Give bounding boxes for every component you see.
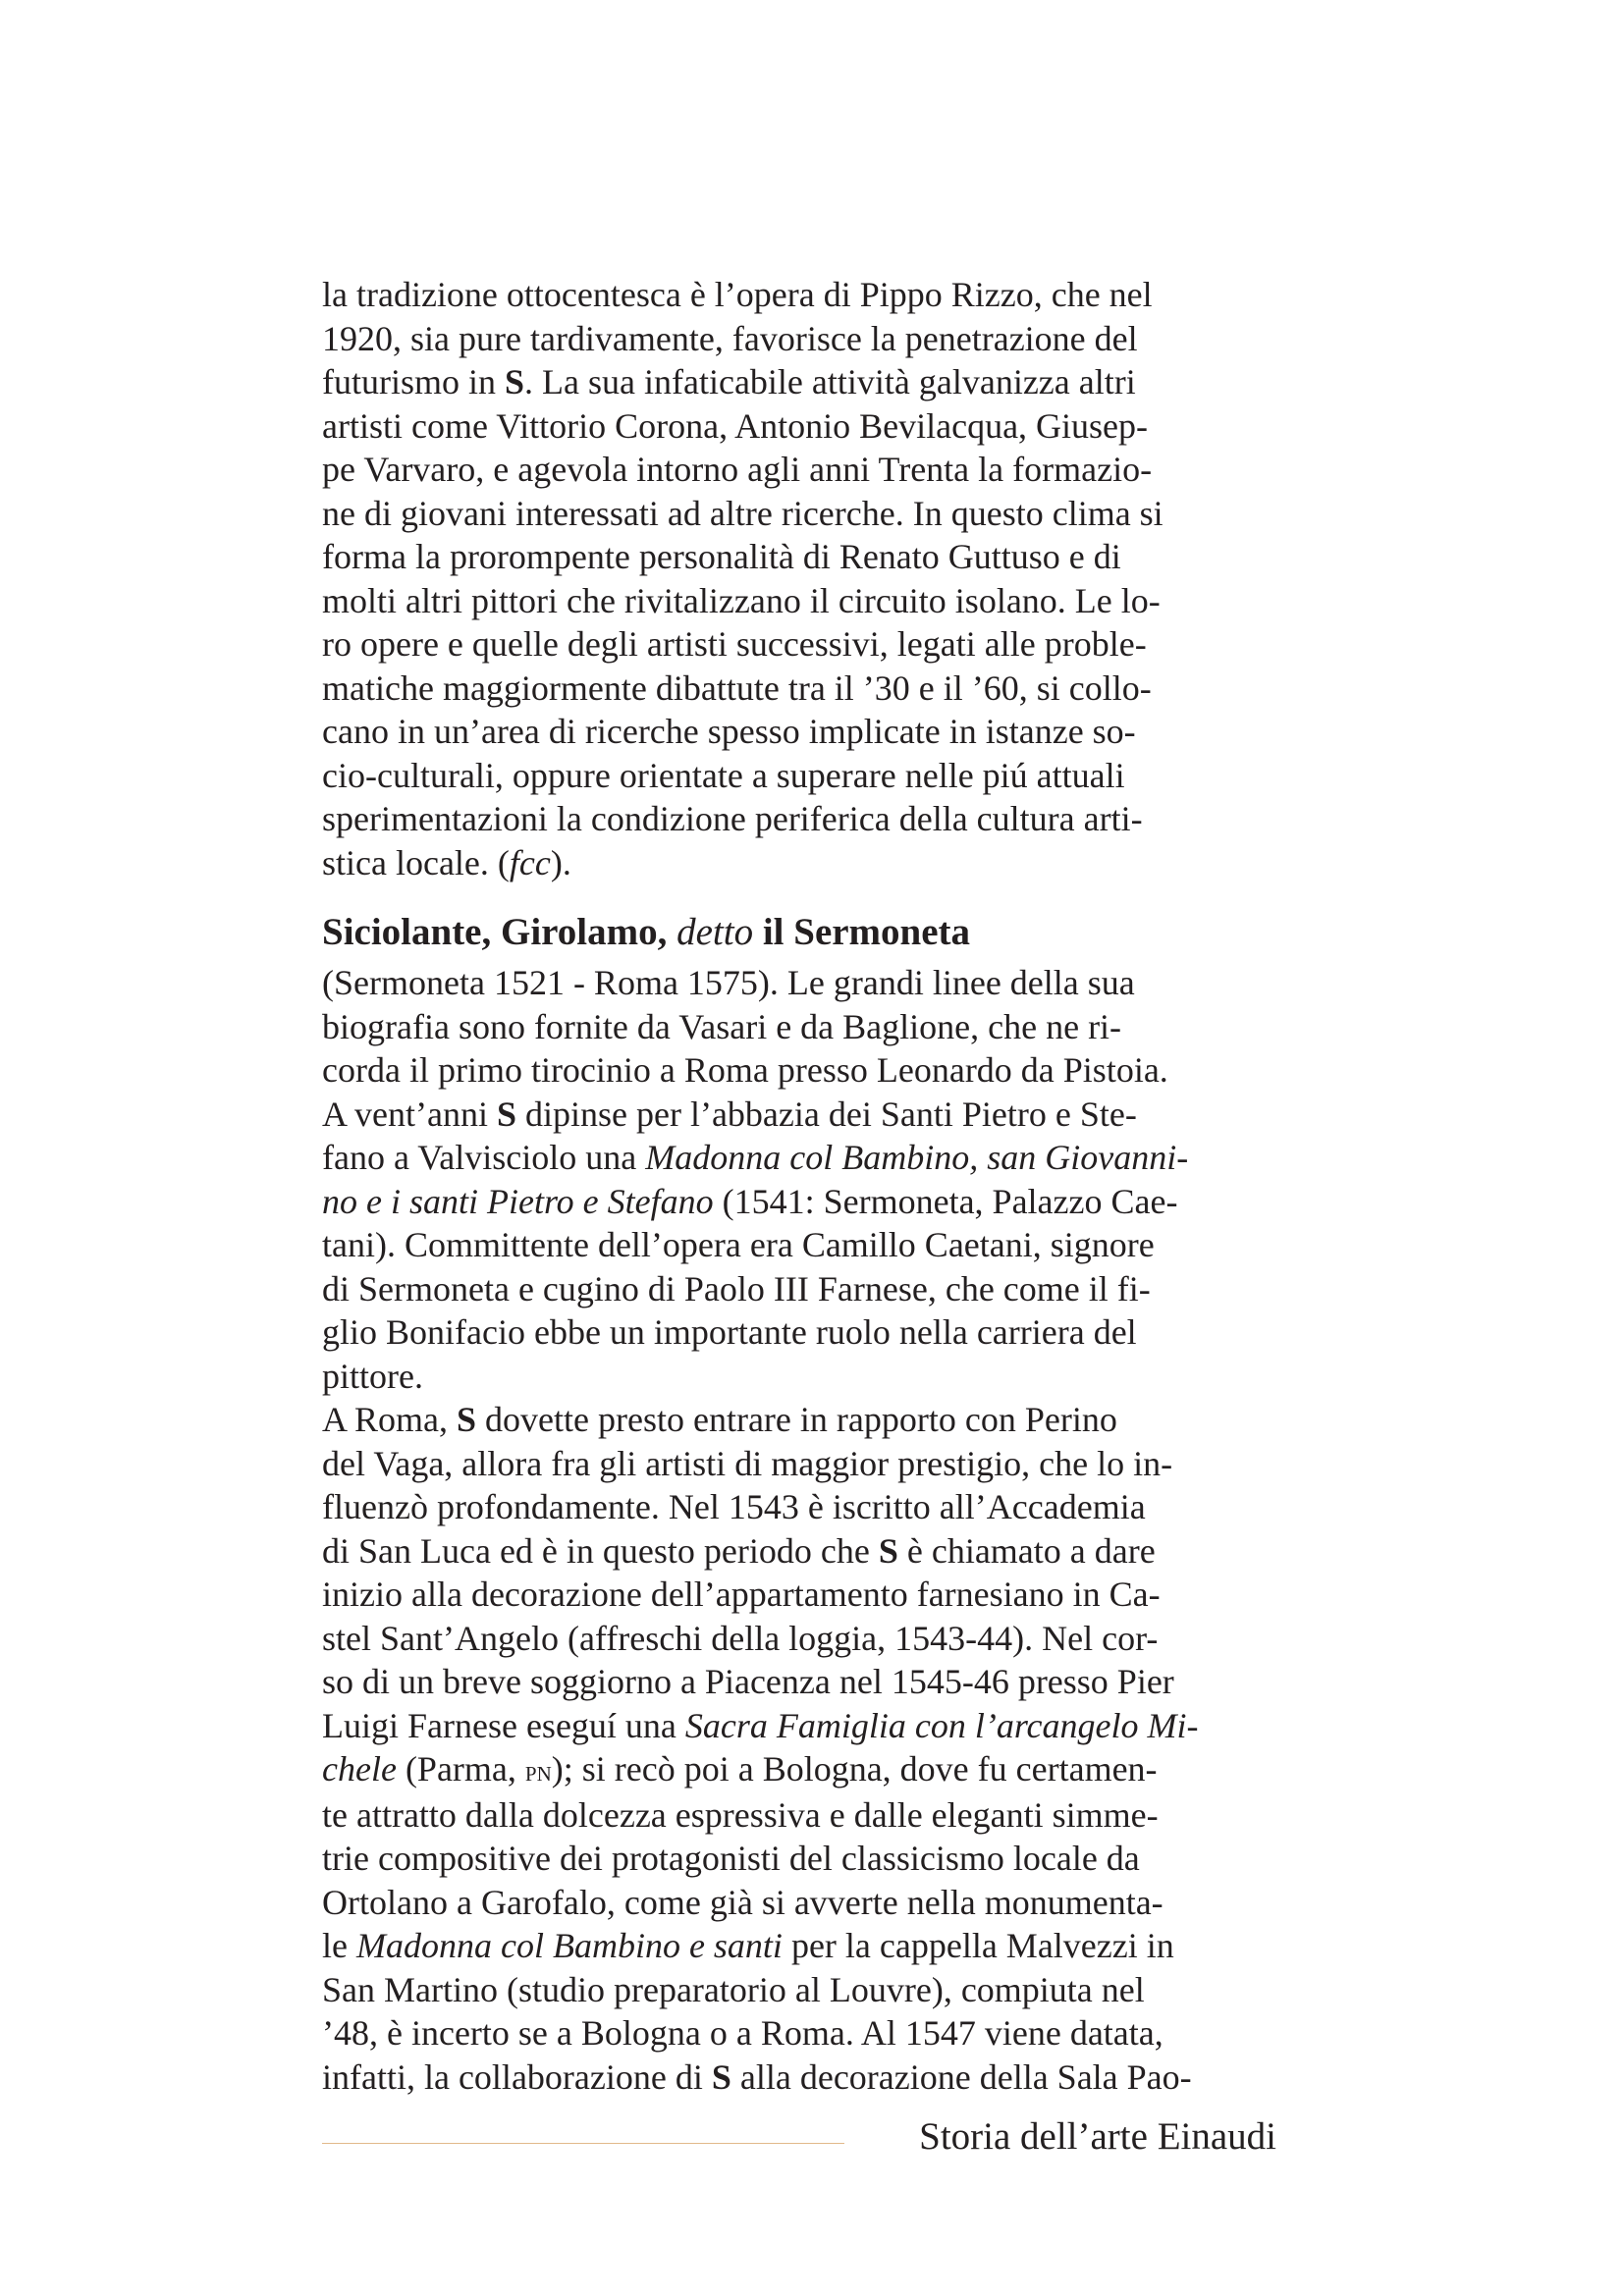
artwork-title: Madonna col Bambino, san Giovanni- [645,1138,1189,1177]
text-line: biografia sono fornite da Vasari e da Baglione, che ne ri- [322,1006,1122,1046]
artwork-title: no e i santi Pietro e Stefano [322,1181,714,1221]
text-line: pe Varvaro, e agevola intorno agli anni Trenta la formazio- [322,450,1153,489]
artwork-title: Madonna col Bambino e santi [355,1926,783,1965]
text-line: te attratto dalla dolcezza espressiva e dalle eleganti simme- [322,1794,1159,1835]
text-line: molti altri pittori che rivitalizzano il circuito isolano. Le lo- [322,580,1161,620]
text-line: . La sua infaticabile attività galvanizza altri [524,362,1136,401]
text-line: le [322,1926,356,1965]
entry-paragraph-1 [322,961,1276,1398]
artist-abbrev: S [496,1094,516,1134]
text-line: (Sermoneta 1521 - Roma 1575). Le grandi linee della sua [322,963,1135,1002]
text-line: matiche maggiormente dibattute tra il ’30 e il ’60, si collo- [322,667,1152,708]
text-line: ). [550,842,571,882]
text-line: (1541: Sermoneta, Palazzo Cae- [713,1181,1178,1221]
entry-heading-italic: detto [676,911,754,953]
artwork-title: chele [322,1749,397,1789]
artist-abbrev: S [711,2056,731,2097]
text-line: sperimentazioni la condizione periferica della cultura arti- [322,799,1143,838]
text-line: dovette presto entrare in rapporto con Perino [476,1400,1117,1439]
text-line: stel Sant’Angelo (affreschi della loggia, 1543-44). Nel cor- [322,1618,1159,1658]
text-line: corda il primo tirocinio a Roma presso Leonardo da Pistoia. [322,1050,1168,1090]
entry-heading [322,908,1276,957]
text-line: Luigi Farnese eseguí una [322,1705,685,1745]
entry-heading-rest: il Sermoneta [753,911,971,953]
text-line: fluenzò profondamente. Nel 1543 è iscritto all’Accademia [322,1487,1146,1526]
page-body [322,273,1276,2099]
text-line: ); si recò poi a Bologna, dove fu certamen- [551,1749,1158,1789]
text-line: ne di giovani interessati ad altre ricerche. In questo clima si [322,493,1163,533]
text-line: la tradizione ottocentesca è l’opera di Pippo Rizzo, che nel [322,275,1153,314]
text-line: infatti, la collaborazione di [322,2056,712,2097]
text-line: so di un breve soggiorno a Piacenza nel 1545-46 presso Pier [322,1662,1174,1701]
text-line: è chiamato a dare [897,1530,1156,1571]
artist-abbrev: S [457,1400,477,1439]
artist-abbrev: S [878,1530,898,1571]
location-abbrev: pn [524,1754,552,1788]
text-line: San Martino (studio preparatorio al Louvre), compiuta nel [322,1969,1145,2009]
text-line: per la cappella Malvezzi in [782,1926,1174,1965]
text-line: fano a Valvisciolo una [322,1138,646,1177]
text-line: glio Bonifacio ebbe un importante ruolo nella carriera del [322,1312,1137,1352]
artist-abbrev: S [505,362,525,401]
entry-paragraph-2 [322,1398,1276,2099]
text-line: artisti come Vittorio Corona, Antonio Bevilacqua, Giusep- [322,405,1149,446]
text-line: alla decorazione della Sala Pao- [730,2056,1192,2097]
text-line: ro opere e quelle degli artisti successivi, legati alle proble- [322,624,1147,664]
text-line: tani). Committente dell’opera era Camillo Caetani, signore [322,1225,1155,1264]
text-line: di Sermoneta e cugino di Paolo III Farnese, che come il fi- [322,1268,1151,1308]
text-line: A Roma, [322,1400,458,1439]
text-line: dipinse per l’abbazia dei Santi Pietro e Ste- [516,1094,1137,1134]
text-line: pittore. [322,1356,423,1396]
text-line: 1920, sia pure tardivamente, favorisce la penetrazione del [322,318,1138,358]
prev-entry-paragraph [322,273,1276,884]
text-line: cano in un’area di ricerche spesso implicate in istanze so- [322,712,1136,751]
author-initials: fcc [509,842,551,882]
text-line: del Vaga, allora fra gli artisti di maggior prestigio, che lo in- [322,1443,1173,1483]
text-line: futurismo in [322,362,505,401]
artwork-title: Sacra Famiglia con l’arcangelo Mi- [684,1705,1199,1745]
text-line: inizio alla decorazione dell’appartamento farnesiano in Ca- [322,1575,1161,1614]
text-line: ’48, è incerto se a Bologna o a Roma. Al 1547 viene datata, [322,2013,1163,2053]
text-line: A vent’anni [322,1094,497,1134]
footer-rule [322,2143,844,2144]
text-line: (Parma, [396,1749,525,1789]
text-line: forma la prorompente personalità di Renato Guttuso e di [322,537,1121,576]
page-footer [322,2101,1276,2160]
text-line: stica locale. ( [322,842,510,882]
text-line: Ortolano a Garofalo, come già si avverte nella monumenta- [322,1882,1163,1922]
text-line: trie compositive dei protagonisti del classicismo locale da [322,1839,1140,1878]
text-line: di San Luca ed è in questo periodo che [322,1530,879,1571]
footer-title: Storia dell’arte Einaudi [919,2115,1276,2158]
text-line: cio-culturali, oppure orientate a superare nelle piú attuali [322,755,1125,795]
entry-heading-name: Siciolante, Girolamo, [322,911,677,953]
